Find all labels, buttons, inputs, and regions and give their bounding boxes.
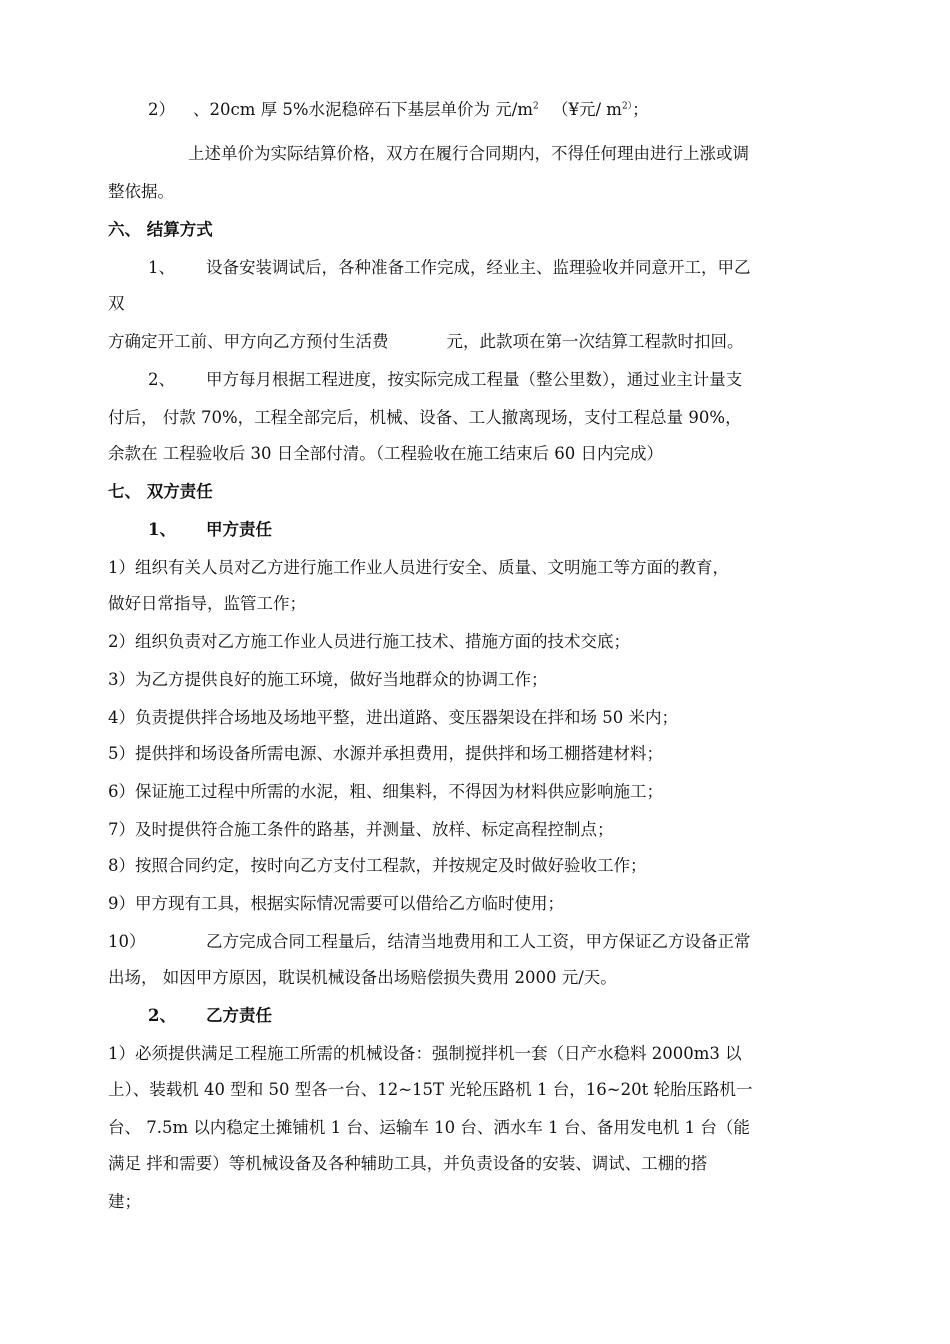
party-a-item10-line2: 出场， 如因甲方原因，耽误机械设备出场赔偿损失费用 2000 元/天。: [108, 968, 617, 987]
section-6-item2-line2: 付后， 付款 70%，工程全部完后，机械、设备、工人撤离现场，支付工程总量 90%，: [108, 408, 742, 427]
party-b-line: 台、 7.5m 以内稳定土摊铺机 1 台、运输车 10 台、洒水车 1 台、备用发电机 1 台（能: [108, 1118, 750, 1137]
unit-superscript-2: 2）: [621, 101, 633, 112]
section-6-item2-line1: 甲方每月根据工程进度，按实际完成工程量（整公里数），通过业主计量支: [206, 370, 743, 389]
section-6-heading: 六、 结算方式: [108, 220, 213, 239]
price-item-line: [148, 98, 649, 122]
advance-payment-text-2: 元，此款项在第一次结算工程款时扣回。: [446, 332, 744, 351]
party-a-title: 甲方责任: [206, 520, 272, 539]
party-a-item: 做好日常指导，监管工作；: [108, 594, 306, 613]
price-note-line2: 整依据。: [108, 182, 174, 201]
section-6-item1-num: 1、: [148, 258, 175, 277]
price-item-number: 2）: [148, 100, 175, 119]
party-b-line: 上）、装载机 40 型和 50 型各一台、12~15T 光轮压路机 1 台，16~20t 轮胎压路机一: [108, 1080, 753, 1099]
advance-payment-text: 方确定开工前、甲方向乙方预付生活费: [108, 332, 389, 351]
price-item-text: 、20cm 厚 5%水泥稳碎石下基层单价为 元/m: [193, 100, 533, 119]
party-a-item: 9）甲方现有工具，根据实际情况需要可以借给乙方临时使用；: [108, 894, 564, 913]
party-a-item: 6）保证施工过程中所需的水泥，粗、细集料，不得因为材料供应影响施工；: [108, 782, 663, 801]
party-a-item: 8）按照合同约定，按时向乙方支付工程款，并按规定及时做好验收工作；: [108, 856, 647, 875]
party-b-line: 满足 拌和需要）等机械设备及各种辅助工具，并负责设备的安装、调试、工棚的搭: [108, 1154, 708, 1173]
unit-superscript: 2: [533, 101, 539, 112]
party-a-item10-num: 10）: [108, 932, 146, 951]
price-item-yuan: （¥元/ m: [551, 100, 622, 119]
section-6-item1-line1: 设备安装调试后，各种准备工作完成，经业主、监理验收并同意开工，甲乙: [206, 258, 751, 277]
party-a-item: 1）组织有关人员对乙方进行施工作业人员进行安全、质量、文明施工等方面的教育，: [108, 558, 729, 577]
section-6-item2-num: 2、: [148, 370, 175, 389]
party-a-item: 4）负责提供拌合场地及场地平整，进出道路、变压器架设在拌和场 50 米内；: [108, 708, 678, 727]
party-a-item: 3）为乙方提供良好的施工环境，做好当地群众的协调工作；: [108, 670, 548, 689]
party-a-item: 7）及时提供符合施工条件的路基，并测量、放样、标定高程控制点；: [108, 820, 614, 839]
party-b-line: 建；: [108, 1192, 141, 1211]
section-7-heading: 七、 双方责任: [108, 482, 213, 501]
party-b-title: 乙方责任: [206, 1006, 272, 1025]
section-6-item1-line3: [108, 330, 744, 354]
party-a-num: 1、: [148, 520, 176, 539]
price-item-end: ；: [632, 100, 649, 119]
price-note-line1: 上述单价为实际结算价格，双方在履行合同期内，不得任何理由进行上涨或调: [188, 144, 749, 163]
party-a-item10-line1: 乙方完成合同工程量后，结清当地费用和工人工资，甲方保证乙方设备正常: [206, 932, 751, 951]
party-b-num: 2、: [148, 1006, 176, 1025]
party-a-item: 5）提供拌和场设备所需电源、水源并承担费用，提供拌和场工棚搭建材料；: [108, 744, 663, 763]
party-a-item: 2）组织负责对乙方施工作业人员进行施工技术、措施方面的技术交底；: [108, 632, 630, 651]
section-6-item1-line2: 双: [108, 294, 125, 313]
party-b-line: 1）必须提供满足工程施工所需的机械设备：强制搅拌机一套（日产水稳料 2000m3 以: [108, 1044, 742, 1063]
section-6-item2-line3: 余款在 工程验收后 30 日全部付清。（工程验收在施工结束后 60 日内完成）: [108, 444, 663, 463]
